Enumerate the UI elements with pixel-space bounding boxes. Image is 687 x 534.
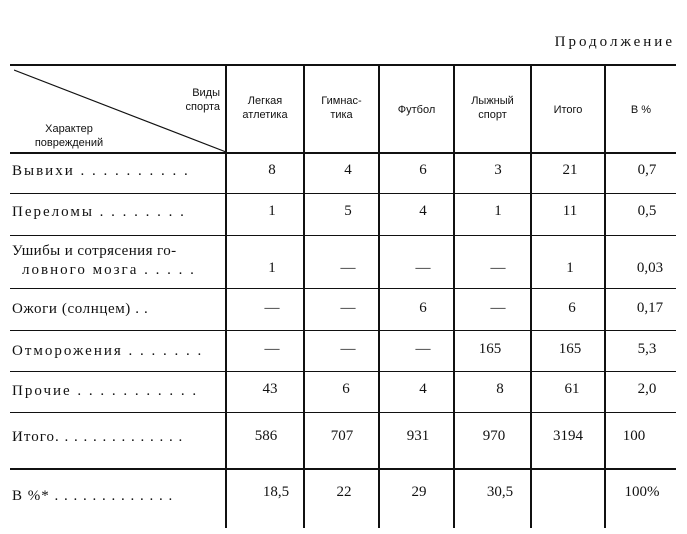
cell: 5 [344,203,352,219]
cell: 586 [254,428,278,444]
rule-row-4 [10,330,676,331]
row-label-bruises-line-1: Ушибы и сотрясения го- [12,243,177,259]
cell: 0,03 [636,260,664,276]
cell: 707 [330,428,354,444]
rule-row-3 [10,288,676,289]
cell: 4 [419,203,427,219]
col-header-athletics-line-1: Легкая [247,95,283,107]
row-label-fractures: Переломы . . . . . . . . [12,204,186,220]
cell: — [415,260,431,276]
col-header-skiing-line-2: спорт [478,109,507,121]
cell: 1 [494,203,502,219]
cell: — [340,260,356,276]
col-header-skiing-line-1: Лыжный [471,95,514,107]
cell: 30,5 [486,484,514,500]
row-label-bruises-line-2: ловного мозга . . . . . [22,262,196,278]
col-divider-5 [530,64,532,528]
row-label-percent: В %* . . . . . . . . . . . . . [12,488,174,504]
col-divider-6 [604,64,606,528]
cell: 8 [496,381,504,397]
row-label-total: Итого. . . . . . . . . . . . . . [12,429,184,445]
col-header-total-line-1: Итого [553,104,583,116]
cell: 970 [482,428,506,444]
col-header-total [532,103,604,117]
cell: 3 [494,162,502,178]
cell: 22 [336,484,352,500]
row-label-other: Прочие . . . . . . . . . . . [12,383,199,399]
cell: 1 [566,260,574,276]
cell: 29 [411,484,427,500]
cell: — [490,260,506,276]
rule-row-7 [10,468,676,470]
col-header-gymnastics-line-2: тика [330,109,353,121]
col-divider-3 [378,64,380,528]
cell: 1 [268,203,276,219]
cell: 18,5 [262,484,290,500]
col-header-football-line-1: Футбол [397,104,436,116]
cell: 0,17 [636,300,664,316]
row-label-bruises [12,242,196,280]
cell: 8 [268,162,276,178]
corner-bottom-line-2: повреждений [34,137,104,149]
corner-top-line-1: Виды [192,87,220,99]
cell: 11 [562,203,578,219]
cell: 4 [419,381,427,397]
row-label-frostbite: Отморожения . . . . . . . [12,343,204,359]
cell: 165 [478,341,502,357]
col-header-gymnastics [305,94,378,122]
cell: 6 [419,300,427,316]
corner-bottom-label [14,122,124,150]
cell: 1 [268,260,276,276]
corner-bottom-line-1: Характер [45,123,93,135]
col-header-football [380,103,453,117]
rule-row-6 [10,412,676,413]
cell: 100% [624,484,660,500]
rule-row-1 [10,193,676,194]
col-header-percent-line-1: В % [630,104,652,116]
cell: 3194 [553,428,583,444]
cell: 43 [262,381,278,397]
cell: — [264,300,280,316]
cell: 100 [622,428,646,444]
cell: 2,0 [637,381,657,397]
col-header-athletics [227,94,303,122]
cell: 5,3 [637,341,657,357]
cell: — [264,341,280,357]
col-header-gymnastics-line-1: Гимнас- [321,95,362,107]
corner-top-line-2: спорта [185,101,220,113]
rule-row-5 [10,371,676,372]
continuation-label: Продолжение [554,34,675,50]
col-divider-4 [453,64,455,528]
cell: 21 [562,162,578,178]
row-label-dislocations: Вывихи . . . . . . . . . . [12,163,190,179]
cell: 0,7 [637,162,657,178]
cell: 6 [568,300,576,316]
cell: — [415,341,431,357]
rule-row-2 [10,235,676,236]
cell: 61 [564,381,580,397]
cell: 931 [406,428,430,444]
cell: 6 [342,381,350,397]
col-header-skiing [455,94,530,122]
corner-top-label [150,86,220,114]
col-header-athletics-line-2: атлетика [242,109,288,121]
cell: 0,5 [637,203,657,219]
row-label-burns: Ожоги (солнцем) . . [12,301,149,317]
col-header-percent [606,103,676,117]
cell: — [340,341,356,357]
col-divider-2 [303,64,305,528]
cell: — [490,300,506,316]
cell: 4 [344,162,352,178]
cell: 6 [419,162,427,178]
cell: 165 [558,341,582,357]
cell: — [340,300,356,316]
